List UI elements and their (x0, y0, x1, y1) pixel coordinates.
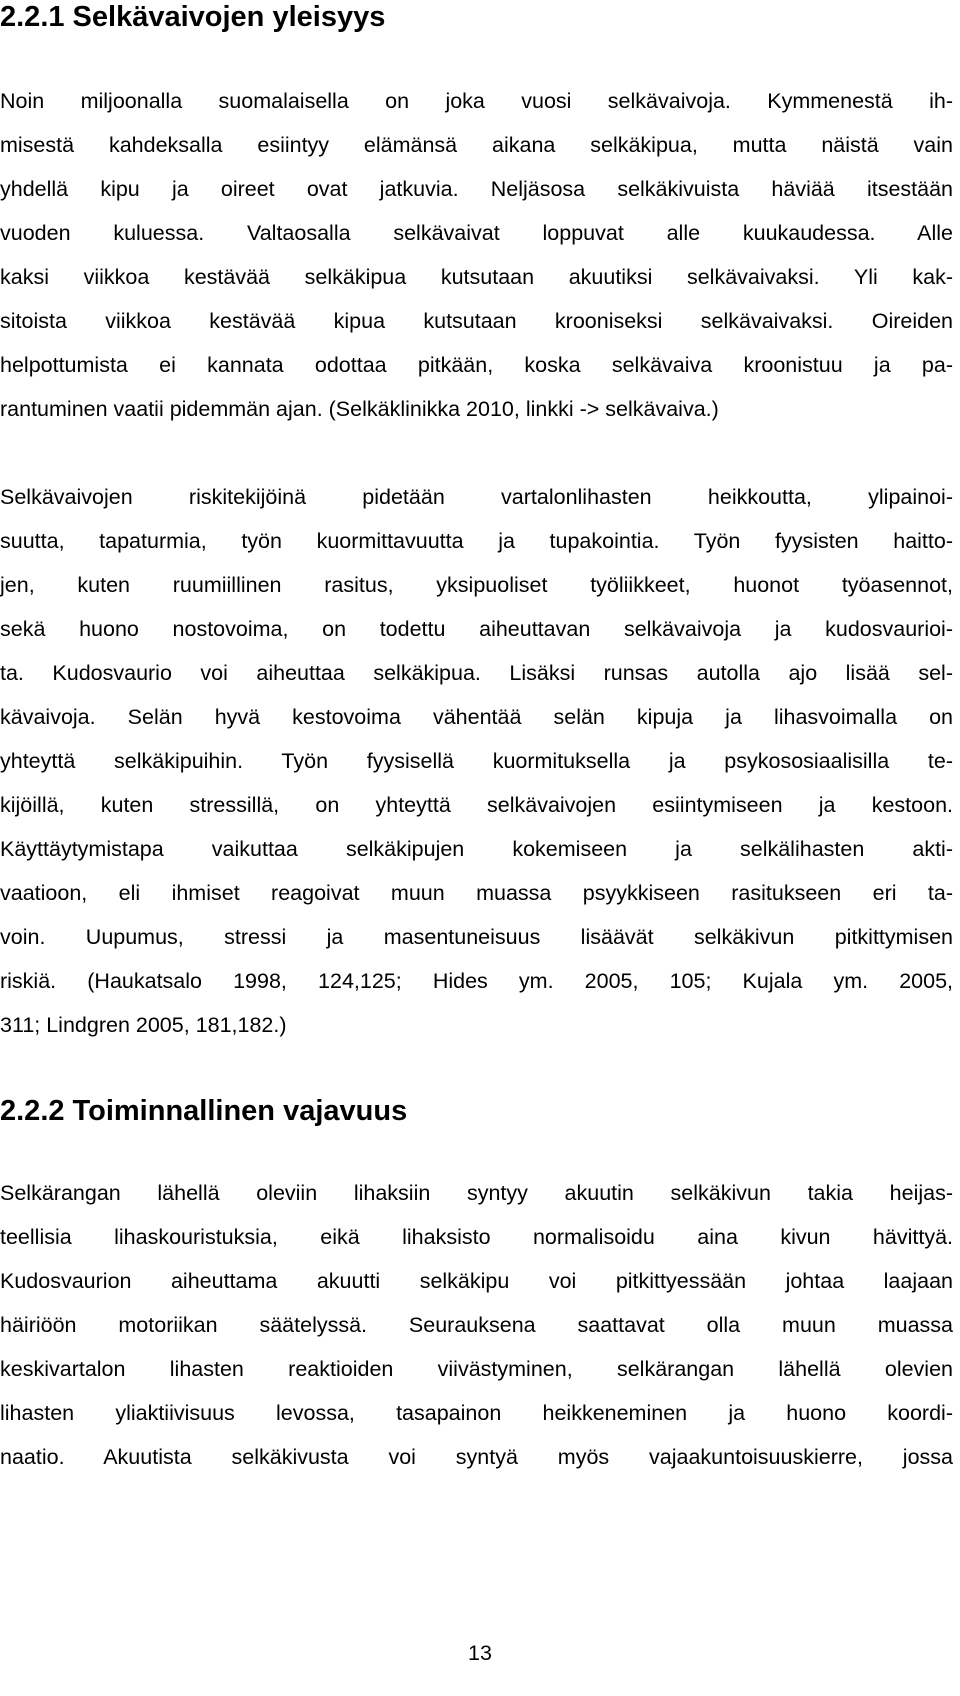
paragraph-line: misestä kahdeksalla esiintyy elämänsä aikana selkäkipua, mutta näistä vain (0, 133, 953, 157)
section-heading-1: 2.2.1 Selkävaivojen yleisyys (0, 1, 386, 33)
paragraph-line: häiriöön motoriikan säätelyssä. Seurauksena saattavat olla muun muassa (0, 1313, 953, 1337)
page-number: 13 (468, 1641, 492, 1665)
paragraph-line: yhdellä kipu ja oireet ovat jatkuvia. Neljäsosa selkäkivuista häviää itsestään (0, 177, 953, 201)
paragraph-line: Kudosvaurion aiheuttama akuutti selkäkipu voi pitkittyessään johtaa laajaan (0, 1269, 953, 1293)
paragraph-line: vuoden kuluessa. Valtaosalla selkävaivat loppuvat alle kuukaudessa. Alle (0, 221, 953, 245)
paragraph-line: ta. Kudosvaurio voi aiheuttaa selkäkipua. Lisäksi runsas autolla ajo lisää sel- (0, 661, 953, 685)
paragraph-line: lihasten yliaktiivisuus levossa, tasapainon heikkeneminen ja huono koordi- (0, 1401, 953, 1425)
paragraph-line: Selkävaivojen riskitekijöinä pidetään vartalonlihasten heikkoutta, ylipainoi- (0, 485, 953, 509)
paragraph-line: rantuminen vaatii pidemmän ajan. (Selkäklinikka 2010, linkki -> selkävaiva.) (0, 397, 719, 421)
paragraph-line: riskiä. (Haukatsalo 1998, 124,125; Hides ym. 2005, 105; Kujala ym. 2005, (0, 969, 953, 993)
paragraph-line: kaksi viikkoa kestävää selkäkipua kutsutaan akuutiksi selkävaivaksi. Yli kak- (0, 265, 953, 289)
paragraph-line: voin. Uupumus, stressi ja masentuneisuus lisäävät selkäkivun pitkittymisen (0, 925, 953, 949)
section-heading-2: 2.2.2 Toiminnallinen vajavuus (0, 1095, 408, 1127)
paragraph-line: teellisia lihaskouristuksia, eikä lihaksisto normalisoidu aina kivun hävittyä. (0, 1225, 953, 1249)
paragraph-line: Selkärangan lähellä oleviin lihaksiin syntyy akuutin selkäkivun takia heijas- (0, 1181, 953, 1205)
paragraph-line: 311; Lindgren 2005, 181,182.) (0, 1013, 287, 1037)
paragraph-line: jen, kuten ruumiillinen rasitus, yksipuoliset työliikkeet, huonot työasennot, (0, 573, 953, 597)
paragraph-line: keskivartalon lihasten reaktioiden viivästyminen, selkärangan lähellä olevien (0, 1357, 953, 1381)
paragraph-line: naatio. Akuutista selkäkivusta voi syntyä myös vajaakuntoisuuskierre, jossa (0, 1445, 953, 1469)
paragraph-line: vaatioon, eli ihmiset reagoivat muun muassa psyykkiseen rasitukseen eri ta- (0, 881, 953, 905)
paragraph-line: Käyttäytymistapa vaikuttaa selkäkipujen kokemiseen ja selkälihasten akti- (0, 837, 953, 861)
paragraph-line: kävaivoja. Selän hyvä kestovoima vähentää selän kipuja ja lihasvoimalla on (0, 705, 953, 729)
paragraph-line: helpottumista ei kannata odottaa pitkään, koska selkävaiva kroonistuu ja pa- (0, 353, 953, 377)
paragraph-line: kijöillä, kuten stressillä, on yhteyttä selkävaivojen esiintymiseen ja kestoon. (0, 793, 953, 817)
paragraph-line: sekä huono nostovoima, on todettu aiheuttavan selkävaivoja ja kudosvaurioi- (0, 617, 953, 641)
paragraph-line: suutta, tapaturmia, työn kuormittavuutta ja tupakointia. Työn fyysisten haitto- (0, 529, 953, 553)
paragraph-line: Noin miljoonalla suomalaisella on joka vuosi selkävaivoja. Kymmenestä ih- (0, 89, 953, 113)
paragraph-line: yhteyttä selkäkipuihin. Työn fyysisellä kuormituksella ja psykososiaalisilla te- (0, 749, 953, 773)
paragraph-line: sitoista viikkoa kestävää kipua kutsutaan krooniseksi selkävaivaksi. Oireiden (0, 309, 953, 333)
